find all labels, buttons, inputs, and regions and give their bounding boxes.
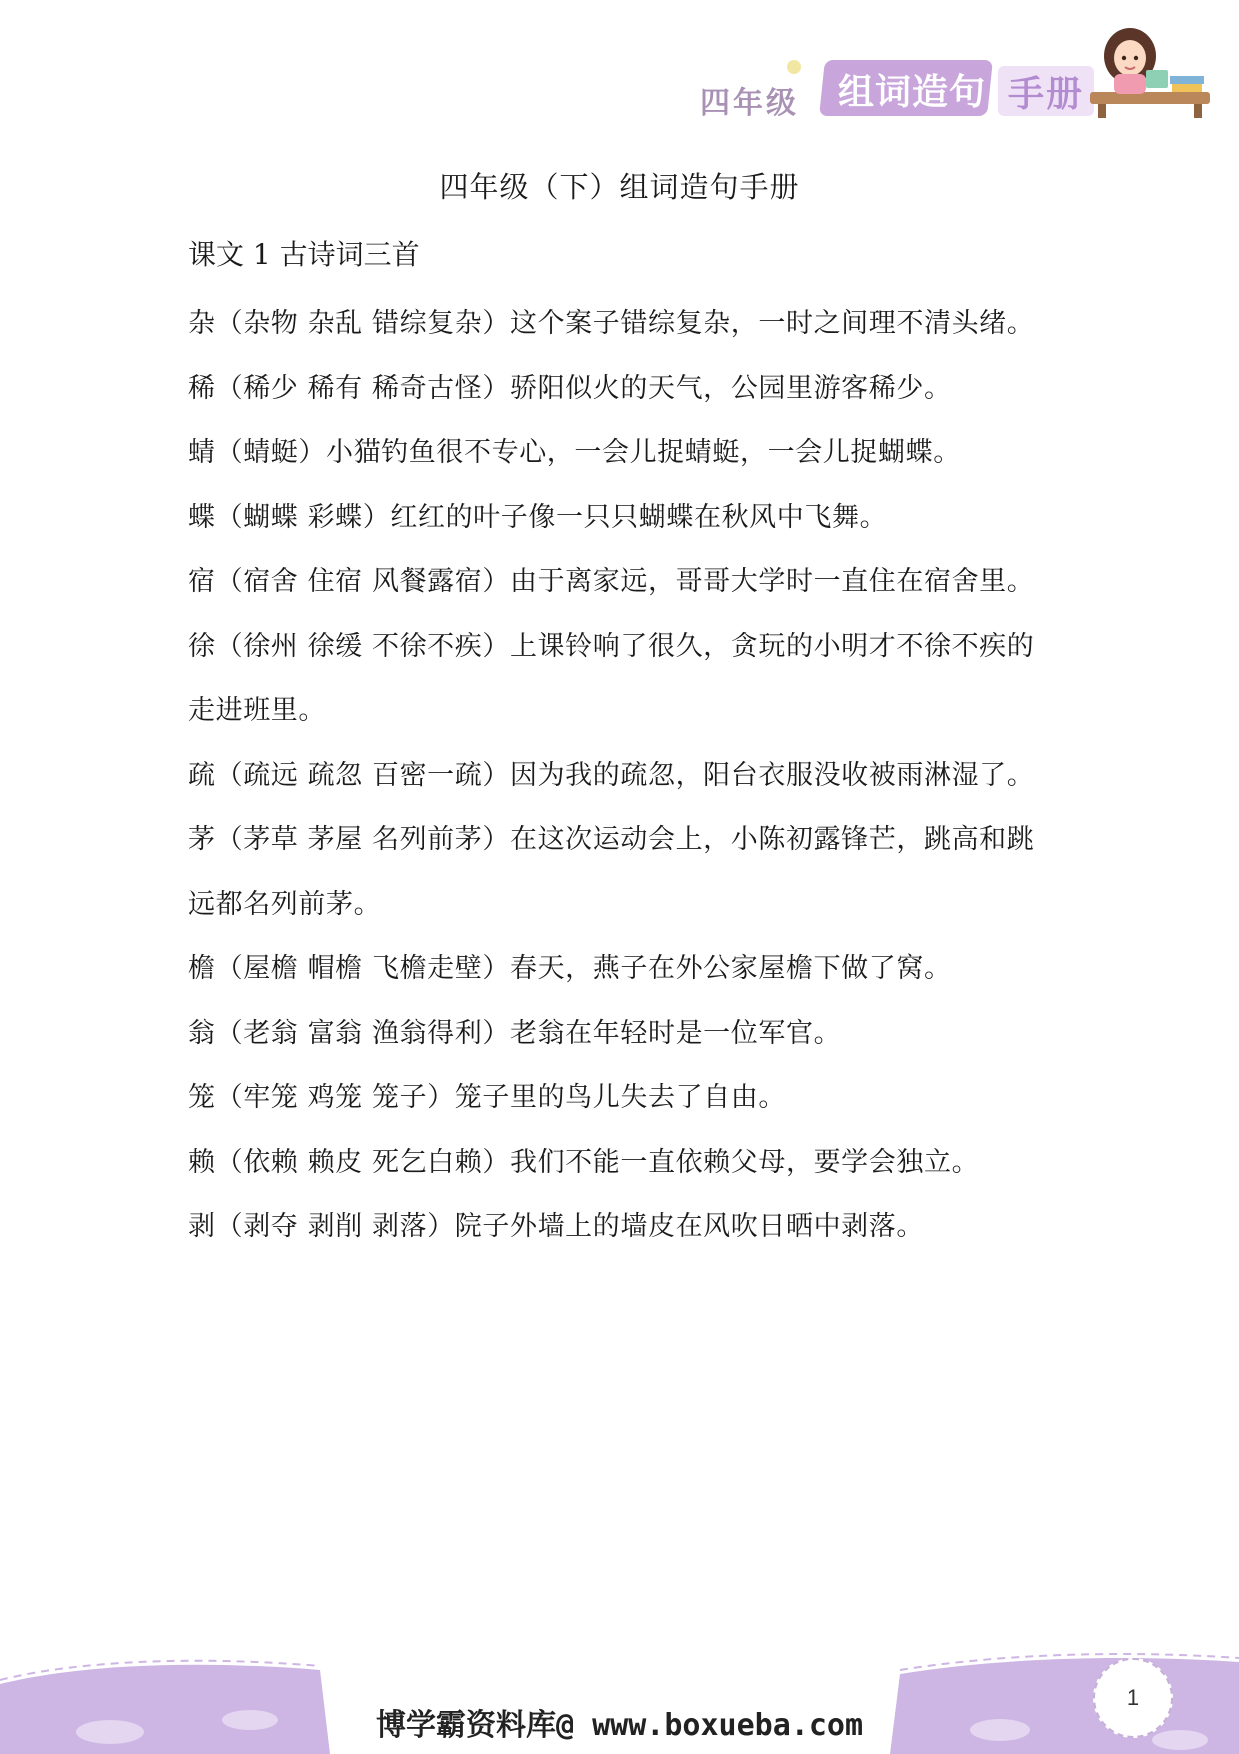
header-banner: [0, 0, 1239, 130]
list-item: 蜻（蜻蜓）小猫钓鱼很不专心，一会儿捉蜻蜓，一会儿捉蝴蝶。: [188, 437, 961, 468]
list-item: 赖（依赖 赖皮 死乞白赖）我们不能一直依赖父母，要学会独立。: [188, 1146, 980, 1178]
girl-reading-icon: [1090, 22, 1210, 118]
entry-list: [188, 292, 1058, 1260]
page-number: 1: [1126, 1685, 1140, 1710]
book-label: 手册: [1008, 74, 1085, 115]
list-item: 蝶（蝴蝶 彩蝶）红红的叶子像一只只蝴蝶在秋风中飞舞。: [188, 501, 888, 533]
grade-label: 四年级: [700, 86, 799, 121]
list-item: 稀（稀少 稀有 稀奇古怪）骄阳似火的天气，公园里游客稀少。: [188, 372, 952, 404]
footer: [0, 1640, 1239, 1754]
list-item: 剥（剥夺 剥削 剥落）院子外墙上的墙皮在风吹日晒中剥落。: [188, 1211, 924, 1242]
list-item: 翁（老翁 富翁 渔翁得利）老翁在年轻时是一位军官。: [188, 1017, 842, 1049]
list-item: 疏（疏远 疏忽 百密一疏）因为我的疏忽，阳台衣服没收被雨淋湿了。: [188, 759, 1035, 791]
list-item: 徐（徐州 徐缓 不徐不疾）上课铃响了很久，贪玩的小明才不徐不疾的走进班里。: [188, 630, 1035, 726]
list-item: 宿（宿舍 住宿 风餐露宿）由于离家远，哥哥大学时一直住在宿舍里。: [188, 566, 1035, 597]
pill-label: 组词造句: [838, 72, 987, 113]
footer-watermark: 博学霸资料库@ www.boxueba.com: [375, 1708, 864, 1743]
decor-dot: [787, 60, 801, 74]
list-item: 杂（杂物 杂乱 错综复杂）这个案子错综复杂，一时之间理不清头绪。: [188, 308, 1035, 339]
lesson-title: 课文 1 古诗词三首: [188, 238, 420, 271]
list-item: 檐（屋檐 帽檐 飞檐走壁）春天，燕子在外公家屋檐下做了窝。: [188, 953, 952, 984]
page-title: 四年级（下）组词造句手册: [439, 170, 800, 204]
list-item: 笼（牢笼 鸡笼 笼子）笼子里的鸟儿失去了自由。: [188, 1082, 786, 1113]
list-item: 茅（茅草 茅屋 名列前茅）在这次运动会上，小陈初露锋芒，跳高和跳远都名列前茅。: [188, 824, 1035, 920]
